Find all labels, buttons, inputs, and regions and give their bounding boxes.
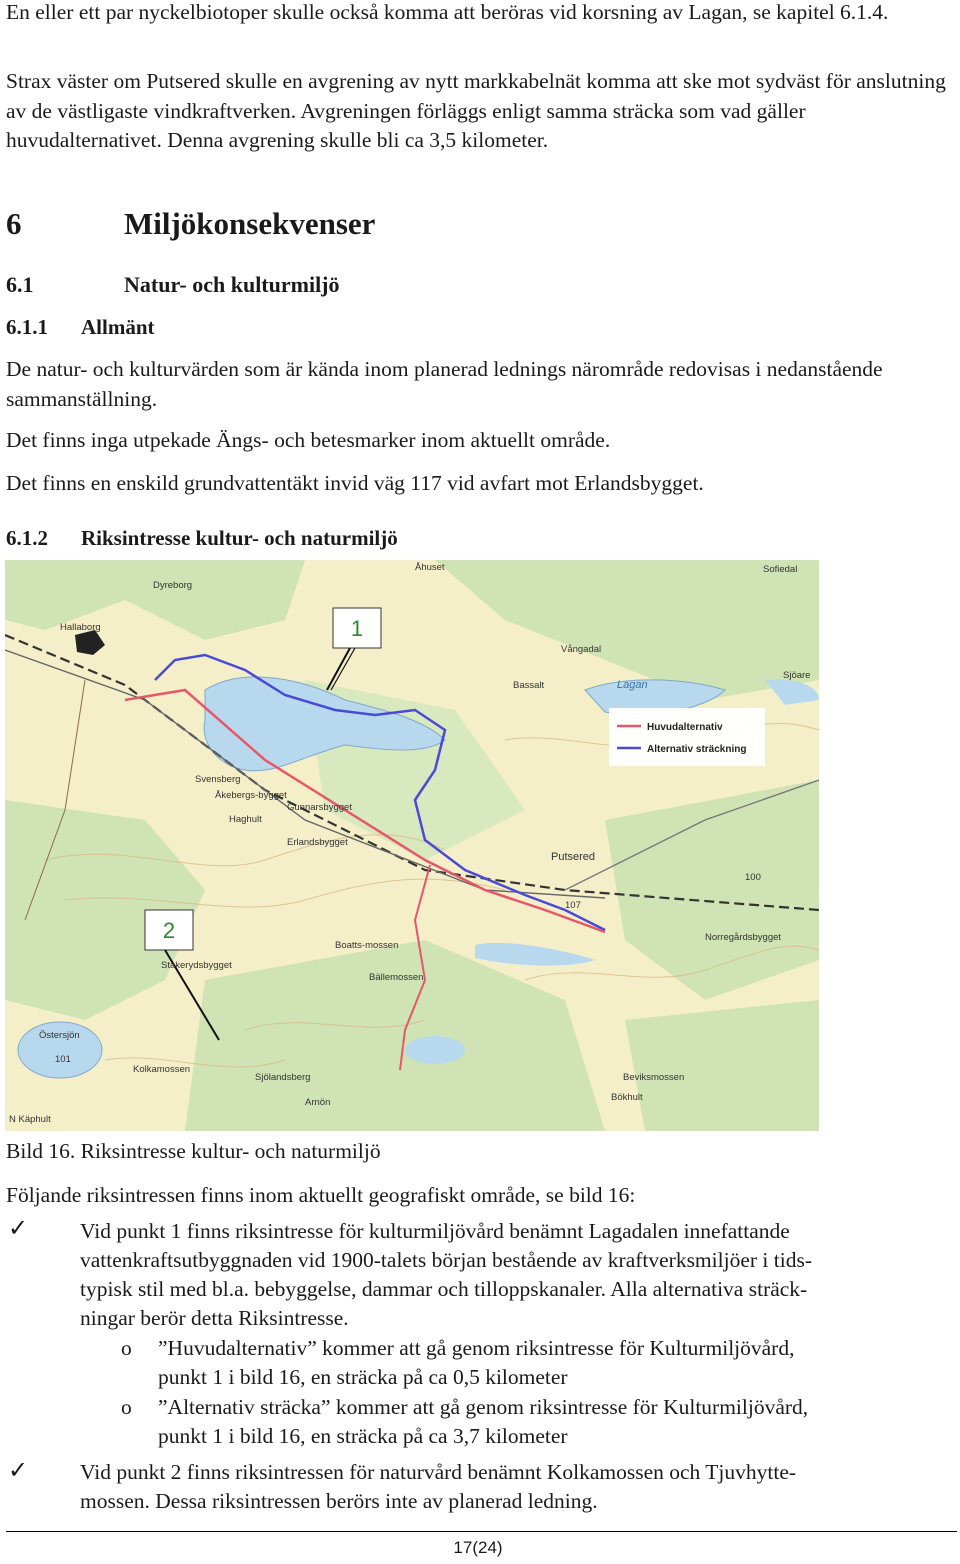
checkmark-icon: ✓ bbox=[8, 1458, 29, 1484]
place-label: Åhuset bbox=[415, 562, 445, 573]
water bbox=[405, 1036, 465, 1064]
bullet-1-line-3: typisk stil med bl.a. bebyggelse, dammar och tilloppskanaler. Alla alternativa sträck- bbox=[80, 1277, 808, 1301]
place-label: Åkebergs-bygget bbox=[215, 790, 287, 801]
subsection-heading bbox=[6, 272, 340, 298]
legend-main-label: Huvudalternativ bbox=[647, 722, 723, 733]
subsubsection-number: 6.1.2 bbox=[6, 526, 48, 550]
place-label: Erlandsbygget bbox=[287, 837, 348, 848]
intro-paragraph-1: En eller ett par nyckelbiotoper skulle också komma att beröras vid korsning av Lagan, se kapitel 6.1.4. bbox=[6, 0, 889, 24]
place-label: Dyreborg bbox=[153, 580, 193, 591]
sub-bullet-marker: o bbox=[121, 1336, 132, 1360]
section-title: Miljökonsekvenser bbox=[124, 206, 376, 241]
place-label: Vångadal bbox=[561, 644, 602, 655]
subsection-number: 6.1 bbox=[6, 272, 34, 297]
sub-bullet-1-line-1: ”Huvudalternativ” kommer att gå genom riksintresse för Kulturmiljövård, bbox=[158, 1336, 795, 1360]
subsection-title: Natur- och kulturmiljö bbox=[124, 272, 340, 297]
map-image bbox=[5, 560, 819, 1131]
section-number: 6 bbox=[6, 206, 22, 241]
place-label: Sjöare bbox=[783, 670, 811, 681]
figure-caption: Bild 16. Riksintresse kultur- och naturmiljö bbox=[6, 1139, 381, 1163]
section-heading bbox=[6, 206, 375, 242]
map-legend bbox=[609, 708, 765, 766]
place-label: Bassalt bbox=[513, 680, 545, 691]
subsubsection-heading-general bbox=[6, 315, 155, 340]
place-label: Stakerydsbygget bbox=[161, 960, 232, 971]
sub-bullet-1-line-2: punkt 1 i bild 16, en sträcka på ca 0,5 kilometer bbox=[158, 1365, 568, 1389]
place-label: Östersjön bbox=[39, 1030, 80, 1041]
general-paragraph-2: Det finns inga utpekade Ängs- och betesmarker inom aktuellt område. bbox=[6, 428, 611, 452]
general-paragraph-3: Det finns en enskild grundvattentäkt invid väg 117 vid avfart mot Erlandsbygget. bbox=[6, 471, 704, 495]
bullet-1-line-1: Vid punkt 1 finns riksintresse för kulturmiljövård benämnt Lagadalen innefattande bbox=[80, 1219, 790, 1243]
place-label: Lagan bbox=[617, 679, 648, 691]
bullet-1-line-4: ningar berör detta Riksintresse. bbox=[80, 1306, 349, 1330]
place-label: Svensberg bbox=[195, 774, 241, 785]
subsubsection-title: Riksintresse kultur- och naturmiljö bbox=[81, 526, 398, 550]
general-paragraph-1: De natur- och kulturvärden som är kända inom planerad lednings närområde redovisas i nedanstående sammanställning. bbox=[6, 357, 883, 411]
place-label: Boatts-mossen bbox=[335, 940, 399, 951]
place-label: Haghult bbox=[229, 814, 262, 825]
place-label: Kolkamossen bbox=[133, 1064, 191, 1075]
place-label: Hallaborg bbox=[60, 622, 101, 633]
place-label: Bökhult bbox=[611, 1092, 643, 1103]
place-label: 101 bbox=[55, 1054, 71, 1065]
place-label: Arnön bbox=[305, 1097, 331, 1108]
subsubsection-heading-riksintresse bbox=[6, 526, 398, 551]
place-label: Sofiedal bbox=[763, 564, 798, 575]
subsubsection-title: Allmänt bbox=[81, 315, 155, 339]
place-label: Norregårdsbygget bbox=[705, 932, 782, 943]
bullet-1-line-2: vattenkraftsutbyggnaden vid 1900-talets början bestående av kraftverksmiljöer i tids- bbox=[80, 1248, 812, 1272]
callout-label-2: 2 bbox=[162, 918, 176, 943]
place-label: Beviksmossen bbox=[623, 1072, 685, 1083]
subsubsection-number: 6.1.1 bbox=[6, 315, 48, 339]
forest-area bbox=[625, 1000, 819, 1131]
bullet-2-line-2: mossen. Dessa riksintressen berörs inte av planerad ledning. bbox=[80, 1489, 598, 1513]
sub-bullet-2-line-2: punkt 1 i bild 16, en sträcka på ca 3,7 kilometer bbox=[158, 1424, 568, 1448]
checkmark-icon: ✓ bbox=[8, 1216, 29, 1242]
place-label: 107 bbox=[565, 900, 581, 911]
callout-label-1: 1 bbox=[350, 616, 364, 641]
bullet-2-line-1: Vid punkt 2 finns riksintressen för naturvård benämnt Kolkamossen och Tjuvhytte- bbox=[80, 1460, 797, 1484]
place-label: 100 bbox=[745, 872, 761, 883]
map-figure bbox=[5, 560, 819, 1131]
sub-bullet-marker: o bbox=[121, 1395, 132, 1419]
footer-divider bbox=[6, 1531, 957, 1532]
page-number: 17(24) bbox=[453, 1538, 503, 1557]
sub-bullet-2-line-1: ”Alternativ sträcka” kommer att gå genom riksintresse för Kulturmiljövård, bbox=[158, 1395, 809, 1419]
place-label: Bällemossen bbox=[369, 972, 424, 983]
intro-paragraph-2: Strax väster om Putsered skulle en avgrening av nytt markkabelnät komma att ske mot sydväst för anslutning av de västligaste vindkraftverken. Avgreningen förläggs enligt samma sträcka som vad gäller huvudalternativet. Denna avgrening skulle bli ca 3,5 kilometer. bbox=[6, 69, 946, 152]
legend-alt-label: Alternativ sträckning bbox=[647, 744, 747, 755]
place-label: Putsered bbox=[551, 851, 596, 863]
place-label: Gunnarsbygget bbox=[287, 802, 352, 813]
following-paragraph: Följande riksintressen finns inom aktuellt geografiskt område, se bild 16: bbox=[6, 1183, 636, 1207]
place-label: N Käphult bbox=[9, 1114, 51, 1125]
place-label: Sjölandsberg bbox=[255, 1072, 311, 1083]
